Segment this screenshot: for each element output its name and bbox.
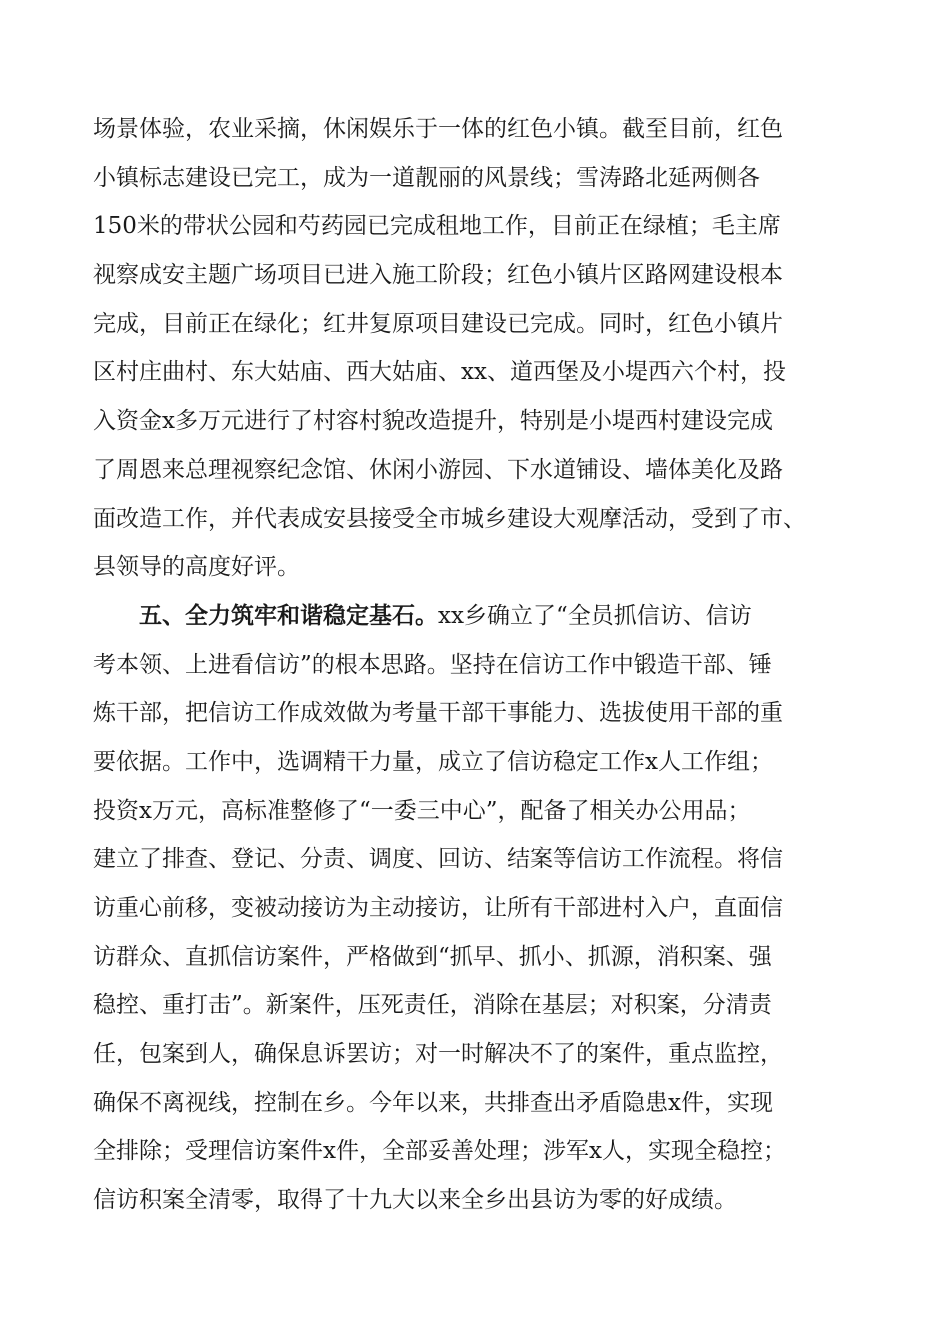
text-line: 访群众、直抓信访案件，严格做到“抓早、抓小、抓源，消积案、强 [93,943,772,970]
text-line: 150米的带状公园和芍药园已完成租地工作，目前正在绿植；毛主席 [93,213,781,240]
text-line: 考本领、上进看信访”的根本思路。坚持在信访工作中锻造干部、锤 [93,651,772,678]
paragraph-stability [93,592,873,1225]
text-line: 视察成安主题广场项目已进入施工阶段；红色小镇片区路网建设根本 [93,262,783,289]
text-line: 炼干部，把信访工作成效做为考量干部干事能力、选拔使用干部的重 [93,700,783,727]
text-line: 面改造工作，并代表成安县接受全市城乡建设大观摩活动，受到了市、 [93,505,806,532]
text-line: 入资金x多万元进行了村容村貌改造提升，特别是小堤西村建设完成 [93,408,773,435]
text-line: 区村庄曲村、东大姑庙、西大姑庙、xx、道西堡及小堤西六个村，投 [93,359,786,386]
paragraph-red-town [93,105,873,592]
text-line: 投资x万元，高标准整修了“一委三中心”，配备了相关办公用品； [93,797,751,824]
text-line: 小镇标志建设已完工，成为一道靓丽的风景线；雪涛路北延两侧各 [93,164,760,191]
text-line: 了周恩来总理视察纪念馆、休闲小游园、下水道铺设、墙体美化及路 [93,456,783,483]
paragraph-first-line [93,592,873,641]
text-line: 县领导的高度好评。 [93,554,300,581]
text-line: 访重心前移，变被动接访为主动接访，让所有干部进村入户，直面信 [93,895,783,921]
heading-followup-text: xx乡确立了“全员抓信访、信访 [438,602,752,629]
text-line: 任，包案到人，确保息诉罢访；对一时解决不了的案件，重点监控， [93,1041,783,1068]
text-line: 确保不离视线，控制在乡。今年以来，共排查出矛盾隐患x件，实现 [93,1089,773,1116]
text-line: 稳控、重打击”。新案件，压死责任，消除在基层；对积案，分清责 [93,992,772,1019]
text-line: 建立了排查、登记、分责、调度、回访、结案等信访工作流程。将信 [93,846,783,873]
text-line: 要依据。工作中，选调精干力量，成立了信访稳定工作x人工作组； [93,748,773,775]
text-line: 全排除；受理信访案件x件，全部妥善处理；涉军x人，实现全稳控； [93,1138,786,1165]
text-line: 信访积案全清零，取得了十九大以来全乡出县访为零的好成绩。 [93,1187,737,1214]
document-body [93,105,873,1225]
section-heading: 五、全力筑牢和谐稳定基石。 [139,601,438,629]
text-line: 场景体验，农业采摘，休闲娱乐于一体的红色小镇。截至目前，红色 [93,116,783,142]
text-line: 完成，目前正在绿化；红井复原项目建设已完成。同时，红色小镇片 [93,310,783,337]
